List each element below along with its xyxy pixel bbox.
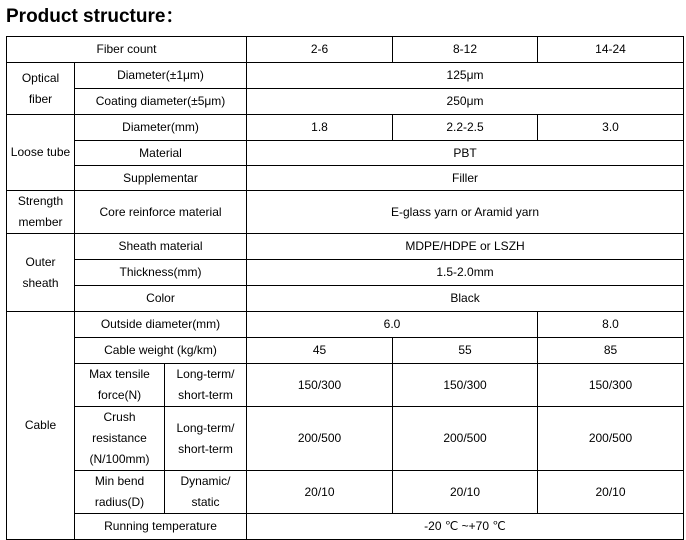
table-row xyxy=(7,141,684,166)
coating-diameter-value: 250μm xyxy=(247,89,684,115)
bend-sub-label: Dynamic/ static xyxy=(165,471,247,514)
group-optical-fiber: Optical fiber xyxy=(7,63,75,115)
tube-diameter-col1: 1.8 xyxy=(247,115,393,141)
bend-col1: 20/10 xyxy=(247,471,393,514)
tensile-sub-label: Long-term/ short-term xyxy=(165,364,247,407)
table-row xyxy=(7,191,684,234)
coating-diameter-label: Coating diameter(±5μm) xyxy=(75,89,247,115)
fiber-diameter-label: Diameter(±1μm) xyxy=(75,63,247,89)
tensile-label: Max tensile force(N) xyxy=(75,364,165,407)
supplementar-label: Supplementar xyxy=(75,166,247,191)
table-row xyxy=(7,63,684,89)
tensile-col1: 150/300 xyxy=(247,364,393,407)
table-row xyxy=(7,338,684,364)
outside-diameter-label: Outside diameter(mm) xyxy=(75,312,247,338)
product-structure-table xyxy=(6,36,684,540)
bend-col3: 20/10 xyxy=(538,471,684,514)
table-row xyxy=(7,37,684,63)
group-outer-sheath: Outer sheath xyxy=(7,234,75,312)
crush-sub-label: Long-term/ short-term xyxy=(165,407,247,471)
crush-col2: 200/500 xyxy=(393,407,538,471)
table-row xyxy=(7,407,684,471)
cable-weight-col3: 85 xyxy=(538,338,684,364)
sheath-material-value: MDPE/HDPE or LSZH xyxy=(247,234,684,260)
tube-diameter-label: Diameter(mm) xyxy=(75,115,247,141)
thickness-label: Thickness(mm) xyxy=(75,260,247,286)
core-reinforce-value: E-glass yarn or Aramid yarn xyxy=(247,191,684,234)
crush-label: Crush resistance (N/100mm) xyxy=(75,407,165,471)
color-value: Black xyxy=(247,286,684,312)
outside-diameter-col12: 6.0 xyxy=(247,312,538,338)
group-cable: Cable xyxy=(7,312,75,540)
tube-material-value: PBT xyxy=(247,141,684,166)
tensile-col2: 150/300 xyxy=(393,364,538,407)
table-row xyxy=(7,166,684,191)
fiber-count-col3: 14-24 xyxy=(538,37,684,63)
page-title: Product structure： xyxy=(6,6,185,27)
tube-diameter-col2: 2.2-2.5 xyxy=(393,115,538,141)
table-row xyxy=(7,286,684,312)
bend-label: Min bend radius(D) xyxy=(75,471,165,514)
table-row xyxy=(7,234,684,260)
fiber-count-label: Fiber count xyxy=(7,37,247,63)
group-strength-member: Strength member xyxy=(7,191,75,234)
bend-col2: 20/10 xyxy=(393,471,538,514)
fiber-count-col2: 8-12 xyxy=(393,37,538,63)
table-row xyxy=(7,260,684,286)
color-label: Color xyxy=(75,286,247,312)
table-row xyxy=(7,115,684,141)
table-row xyxy=(7,514,684,540)
table-row xyxy=(7,471,684,514)
table-row xyxy=(7,312,684,338)
outside-diameter-col3: 8.0 xyxy=(538,312,684,338)
sheath-material-label: Sheath material xyxy=(75,234,247,260)
group-loose-tube: Loose tube xyxy=(7,115,75,191)
crush-col3: 200/500 xyxy=(538,407,684,471)
running-temp-label: Running temperature xyxy=(75,514,247,540)
tube-material-label: Material xyxy=(75,141,247,166)
running-temp-value: -20 ℃ ~+70 ℃ xyxy=(247,514,684,540)
crush-col1: 200/500 xyxy=(247,407,393,471)
tensile-col3: 150/300 xyxy=(538,364,684,407)
cable-weight-col2: 55 xyxy=(393,338,538,364)
supplementar-value: Filler xyxy=(247,166,684,191)
core-reinforce-label: Core reinforce material xyxy=(75,191,247,234)
cable-weight-col1: 45 xyxy=(247,338,393,364)
fiber-count-col1: 2-6 xyxy=(247,37,393,63)
tube-diameter-col3: 3.0 xyxy=(538,115,684,141)
table-row xyxy=(7,364,684,407)
fiber-diameter-value: 125μm xyxy=(247,63,684,89)
cable-weight-label: Cable weight (kg/km) xyxy=(75,338,247,364)
table-row xyxy=(7,89,684,115)
thickness-value: 1.5-2.0mm xyxy=(247,260,684,286)
